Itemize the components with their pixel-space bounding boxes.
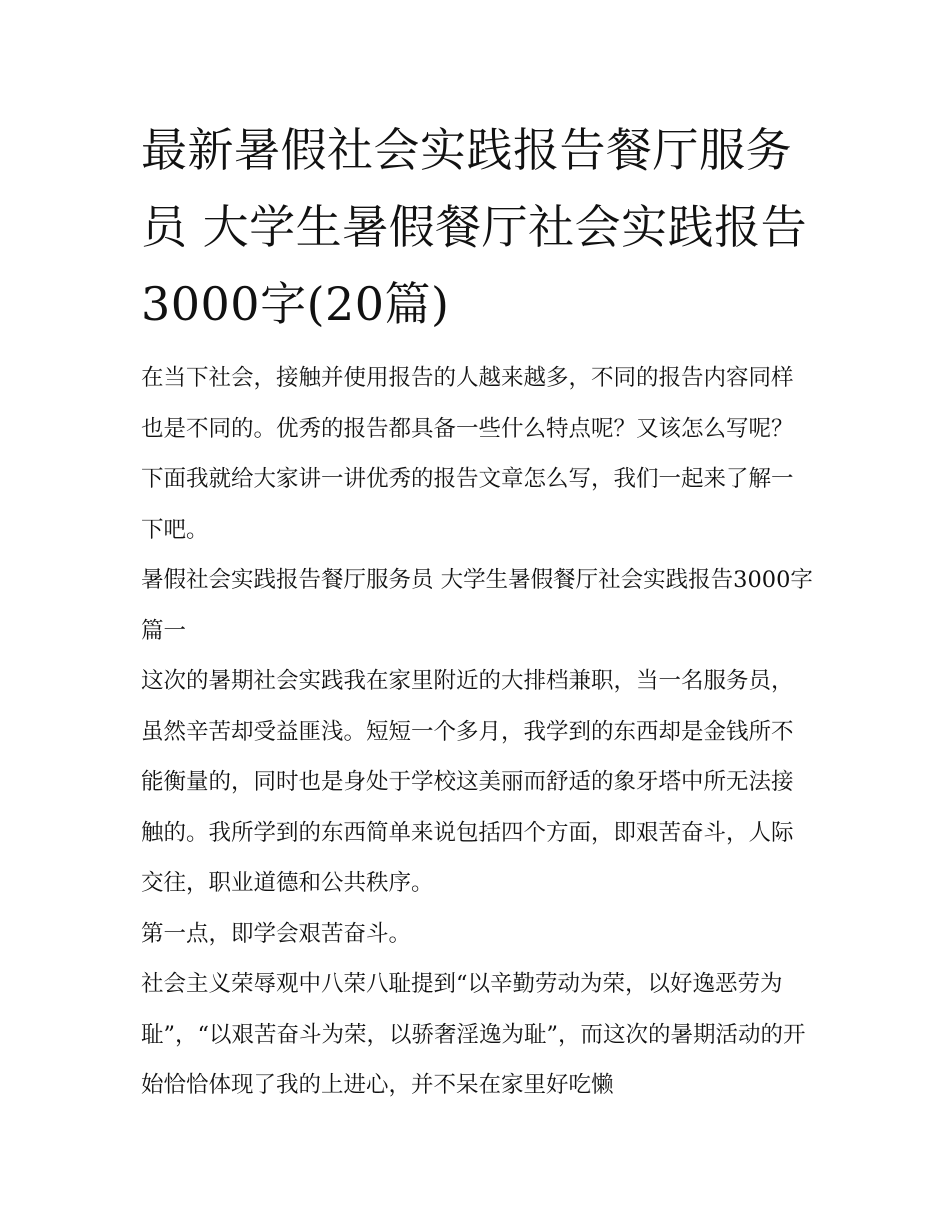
document-body <box>141 353 813 1111</box>
document-content <box>141 112 813 1111</box>
section-heading: 暑假社会实践报告餐厅服务员 大学生暑假餐厅社会实践报告3000字篇一 <box>141 567 813 644</box>
intro-paragraph: 在当下社会，接触并使用报告的人越来越多，不同的报告内容同样也是不同的。优秀的报告都具备一些什么特点呢？又该怎么写呢？下面我就给大家讲一讲优秀的报告文章怎么写，我们一起来了解一下吧。 <box>141 365 794 543</box>
document-title: 最新暑假社会实践报告餐厅服务员 大学生暑假餐厅社会实践报告3000字(20篇) <box>141 123 808 331</box>
point-heading: 第一点，即学会艰苦奋斗。 <box>141 920 412 947</box>
body-paragraph: 社会主义荣辱观中八荣八耻提到“以辛勤劳动为荣，以好逸恶劳为耻”，“以艰苦奋斗为荣，以骄奢淫逸为耻”，而这次的暑期活动的开始恰恰体现了我的上进心，并不呆在家里好吃懒 <box>141 971 806 1098</box>
body-paragraph: 这次的暑期社会实践我在家里附近的大排档兼职，当一名服务员，虽然辛苦却受益匪浅。短短一个多月，我学到的东西却是金钱所不能衡量的，同时也是身处于学校这美丽而舒适的象牙塔中所无法接触的。我所学到的东西简单来说包括四个方面，即艰苦奋斗，人际交往，职业道德和公共秩序。 <box>141 668 794 896</box>
